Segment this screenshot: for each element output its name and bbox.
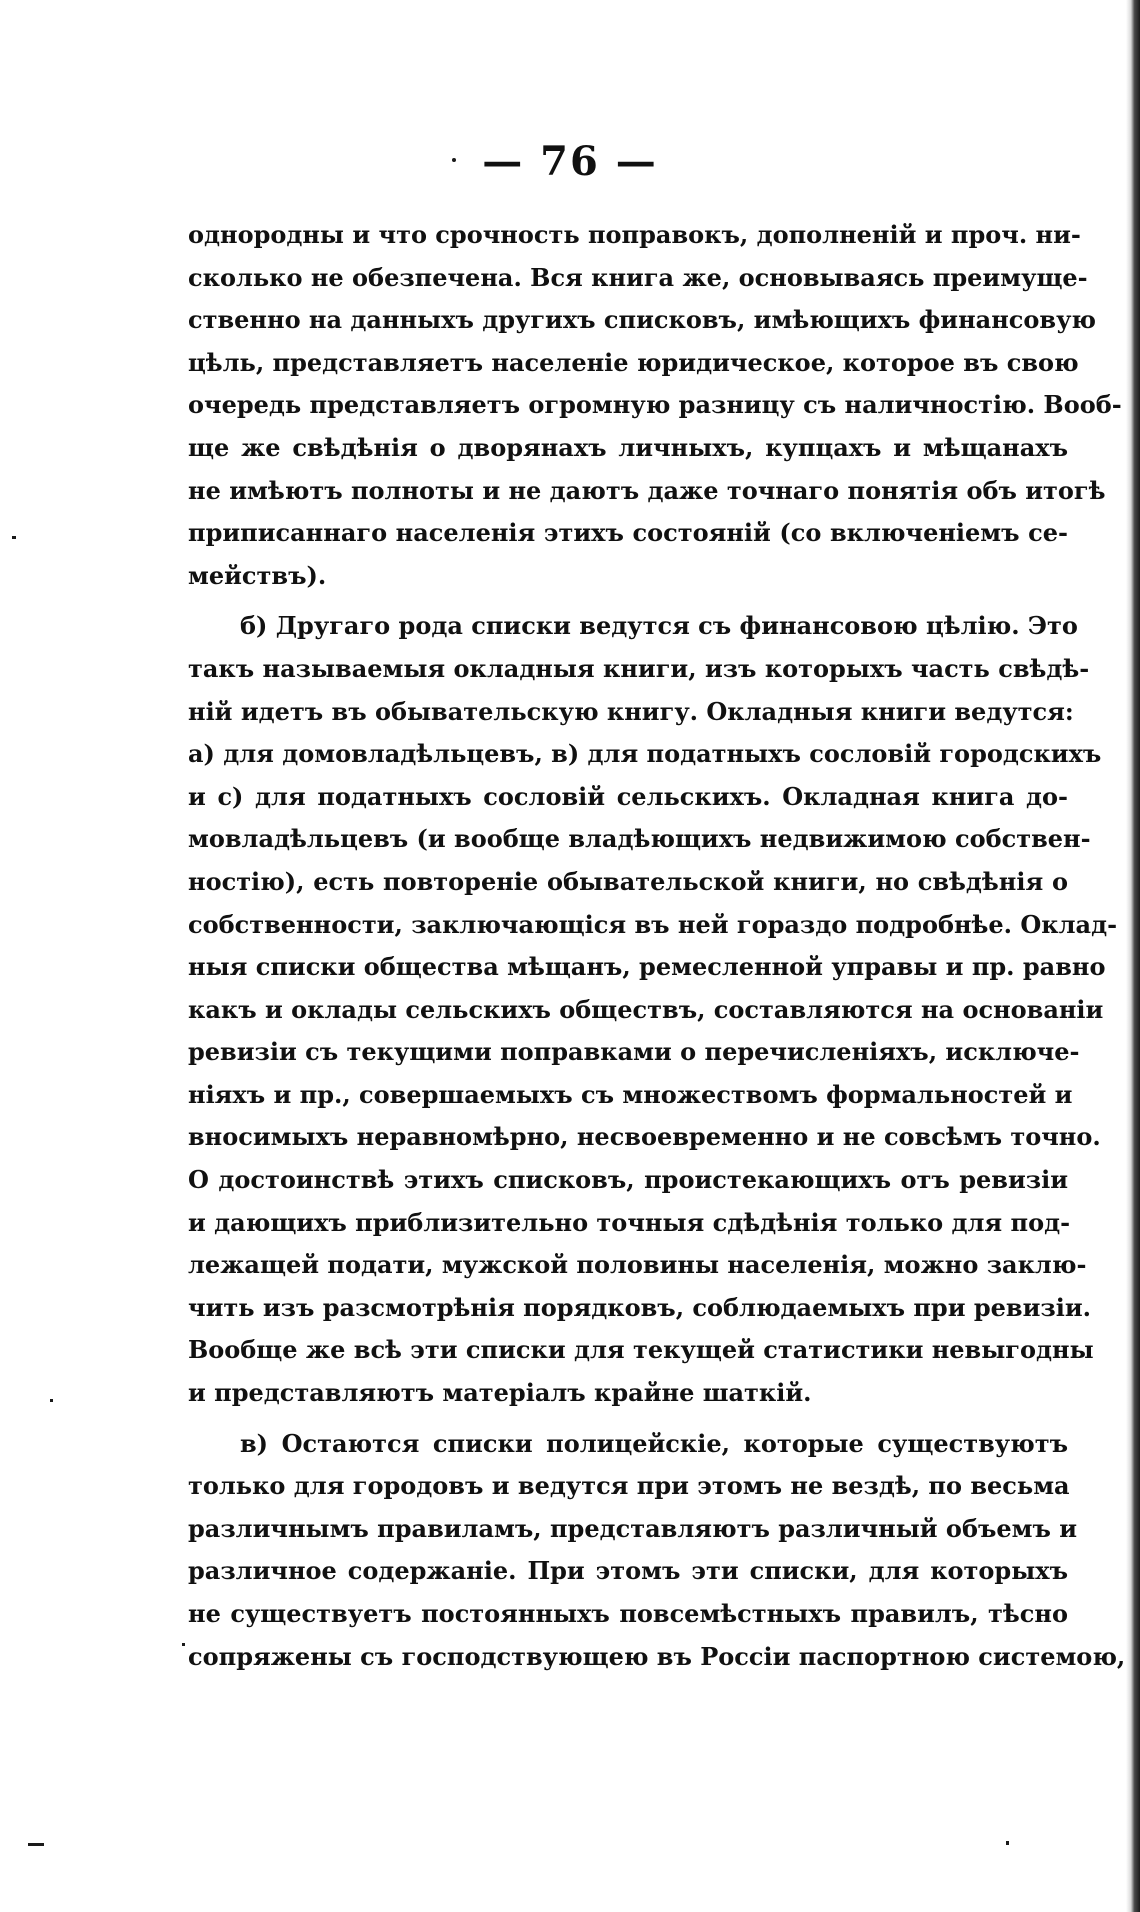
text-line: однородны и что срочность поправокъ, дополненій и проч. ни- xyxy=(188,220,1081,249)
scan-speck xyxy=(12,536,16,539)
text-line: сопряжены съ господствующею въ Россіи паспортною системою, xyxy=(188,1641,1126,1671)
text-line: ще же свѣдѣнія о дворянахъ личныхъ, купцахъ и мѣщанахъ xyxy=(188,432,1068,462)
body-text xyxy=(188,214,1126,1678)
text-line: а) для домовладѣльцевъ, в) для податныхъ сословій городскихъ xyxy=(188,739,1102,769)
text-line: различное содержаніе. При этомъ эти списки, для которыхъ xyxy=(188,1556,1068,1586)
text-line: Вообще же всѣ эти списки для текущей статистики невыгодны xyxy=(188,1335,1094,1365)
text-line: не существуетъ постоянныхъ повсемѣстныхъ правилъ, тѣсно xyxy=(188,1599,1068,1628)
text-line: только для городовъ и ведутся при этомъ не вездѣ, по весьма xyxy=(188,1471,1070,1501)
text-line: мействъ). xyxy=(188,560,327,590)
text-line: цѣль, представляетъ населеніе юридическое, которое въ свою xyxy=(188,347,1079,377)
text-line: ственно на данныхъ другихъ списковъ, имѣющихъ финансовую xyxy=(188,305,1097,335)
text-line: ревизіи съ текущими поправками о перечисленіяхъ, исключе- xyxy=(188,1037,1080,1067)
scan-edge-shadow xyxy=(1126,0,1140,1912)
text-line: и с) для податныхъ сословій сельскихъ. Окладная книга до- xyxy=(188,781,1068,811)
text-line: ніяхъ и пр., совершаемыхъ съ множествомъ формальностей и xyxy=(188,1079,1073,1109)
text-line: ныя списки общества мѣщанъ, ремесленной управы и пр. равно xyxy=(188,952,1106,982)
text-line: чить изъ разсмотрѣнія порядковъ, соблюдаемыхъ при ревизіи. xyxy=(188,1292,1091,1322)
text-line: очередь представляетъ огромную разницу съ наличностію. Вооб- xyxy=(188,390,1122,420)
scan-speck xyxy=(50,1399,53,1402)
scan-speck xyxy=(28,1843,44,1846)
page-number: — 76 — xyxy=(482,138,658,185)
text-line: лежащей подати, мужской половины населенія, можно заклю- xyxy=(188,1250,1087,1280)
scan-speck xyxy=(182,1643,185,1646)
text-line: такъ называемыя окладныя книги, изъ которыхъ часть свѣдѣ- xyxy=(188,653,1090,683)
text-line: ній идетъ въ обывательскую книгу. Окладныя книги ведутся: xyxy=(188,696,1074,726)
text-line: сколько не обезпечена. Вся книга же, основываясь преимуще- xyxy=(188,262,1088,292)
text-line: различнымъ правиламъ, представляютъ различный объемъ и xyxy=(188,1513,1078,1543)
scan-speck xyxy=(1006,1841,1009,1845)
text-line: не имѣютъ полноты и не даютъ даже точнаго понятія объ итогѣ xyxy=(188,475,1106,505)
paragraph-gap xyxy=(188,1415,1068,1423)
text-line: какъ и оклады сельскихъ обществъ, составляются на основаніи xyxy=(188,994,1104,1024)
text-line: приписаннаго населенія этихъ состояній (со включеніемъ се- xyxy=(188,518,1068,548)
text-line: мовладѣльцевъ (и вообще владѣющихъ недвижимою собствен- xyxy=(188,824,1091,854)
text-line: вносимыхъ неравномѣрно, несвоевременно и не совсѣмъ точно. xyxy=(188,1122,1101,1152)
text-line: собственности, заключающіся въ ней гораздо подробнѣе. Оклад- xyxy=(188,909,1118,939)
paragraph-gap xyxy=(188,597,1068,605)
text-line: и дающихъ приблизительно точныя сдѣдѣнія только для под- xyxy=(188,1207,1071,1237)
text-line: в) Остаются списки полицейскіе, которые существуютъ xyxy=(240,1428,1068,1458)
text-line: О достоинствѣ этихъ списковъ, проистекающихъ отъ ревизіи xyxy=(188,1165,1068,1195)
text-line: ностію), есть повтореніе обывательской книги, но свѣдѣнія о xyxy=(188,866,1068,896)
text-line: и представляютъ матеріалъ крайне шаткій. xyxy=(188,1378,812,1408)
text-line: б) Другаго рода списки ведутся съ финансовою цѣлію. Это xyxy=(240,611,1078,641)
